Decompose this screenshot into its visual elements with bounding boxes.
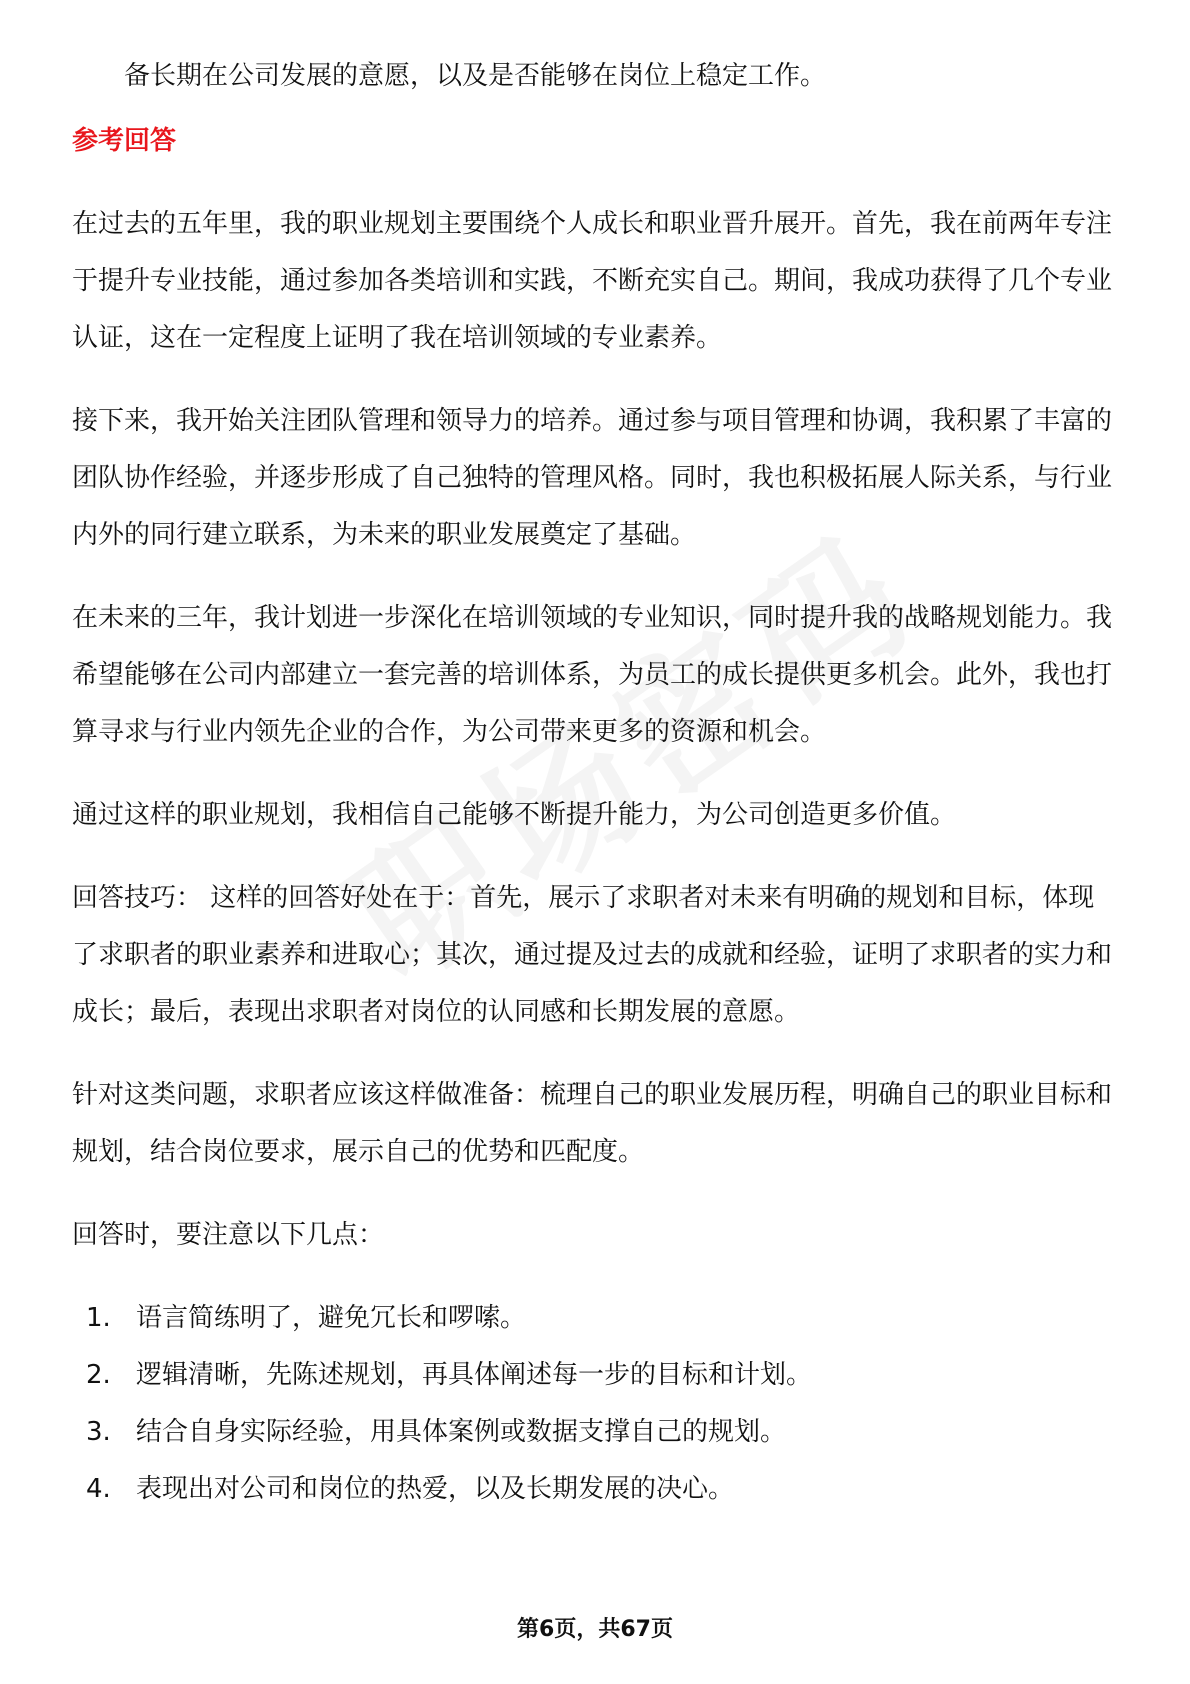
list-item-text: 逻辑清晰，先陈述规划，再具体阐述每一步的目标和计划。 bbox=[136, 1360, 813, 1390]
notes-intro: 回答时，要注意以下几点： bbox=[72, 1220, 385, 1250]
answer-tips-paragraph: 回答技巧： 这样的回答好处在于：首先，展示了求职者对未来有明确的规划和目标，体现了求职者的职业素养和进取心；其次，通过提及过去的成就和经验，证明了求职者的实力和成长；最后，表现出求职者对岗位的认同感和长期发展的意愿。 bbox=[72, 883, 1113, 1027]
list-item bbox=[72, 1290, 1117, 1347]
page-number-footer: 第6页，共67页 bbox=[517, 1617, 673, 1642]
list-item bbox=[72, 1461, 1117, 1518]
tips-list bbox=[72, 1290, 1117, 1518]
intro-continuation: 备长期在公司发展的意愿，以及是否能够在岗位上稳定工作。 bbox=[124, 61, 827, 91]
list-item-number: 1. bbox=[86, 1303, 111, 1333]
preparation-paragraph: 针对这类问题，求职者应该这样做准备：梳理自己的职业发展历程，明确自己的职业目标和规划，结合岗位要求，展示自己的优势和匹配度。 bbox=[72, 1080, 1113, 1167]
list-item-number: 4. bbox=[86, 1474, 111, 1504]
section-heading: 参考回答 bbox=[72, 126, 177, 156]
list-item-text: 结合自身实际经验，用具体案例或数据支撑自己的规划。 bbox=[136, 1417, 787, 1447]
paragraph-4: 通过这样的职业规划，我相信自己能够不断提升能力，为公司创造更多价值。 bbox=[72, 800, 957, 830]
paragraph-2: 接下来，我开始关注团队管理和领导力的培养。通过参与项目管理和协调，我积累了丰富的团队协作经验，并逐步形成了自己独特的管理风格。同时，我也积极拓展人际关系，与行业内外的同行建立联系，为未来的职业发展奠定了基础。 bbox=[72, 406, 1113, 550]
list-item-text: 表现出对公司和岗位的热爱，以及长期发展的决心。 bbox=[136, 1474, 735, 1504]
page-content bbox=[72, 48, 1117, 1518]
paragraph-3: 在未来的三年，我计划进一步深化在培训领域的专业知识，同时提升我的战略规划能力。我希望能够在公司内部建立一套完善的培训体系，为员工的成长提供更多机会。此外，我也打算寻求与行业内领先企业的合作，为公司带来更多的资源和机会。 bbox=[72, 603, 1113, 747]
list-item bbox=[72, 1347, 1117, 1404]
list-item-number: 3. bbox=[86, 1417, 111, 1447]
paragraph-1: 在过去的五年里，我的职业规划主要围绕个人成长和职业晋升展开。首先，我在前两年专注于提升专业技能，通过参加各类培训和实践，不断充实自己。期间，我成功获得了几个专业认证，这在一定程度上证明了我在培训领域的专业素养。 bbox=[72, 209, 1113, 353]
list-item-text: 语言简练明了，避免冗长和啰嗦。 bbox=[136, 1303, 527, 1333]
list-item bbox=[72, 1404, 1117, 1461]
list-item-number: 2. bbox=[86, 1360, 111, 1390]
